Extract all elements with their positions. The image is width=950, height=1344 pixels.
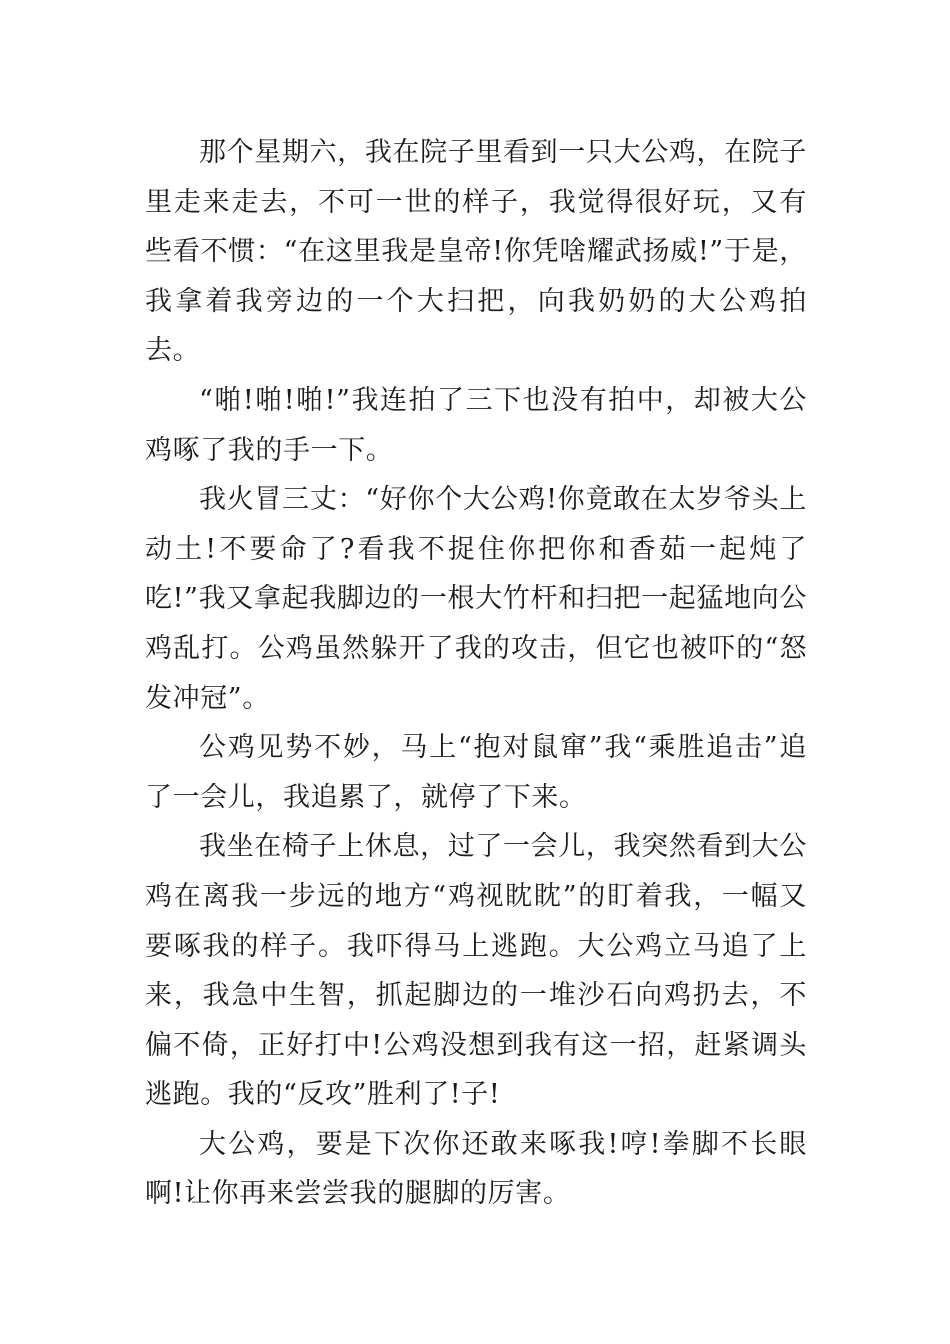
- paragraph-5: 我坐在椅子上休息，过了一会儿，我突然看到大公鸡在离我一步远的地方“鸡视眈眈”的盯着我，一幅又要啄我的样子。我吓得马上逃跑。大公鸡立马追了上来，我急中生智，抓起脚边的一堆沙石向鸡扔去，不偏不倚，正好打中!公鸡没想到我有这一招，赶紧调头逃跑。我的“反攻”胜利了!子!: [145, 831, 807, 1111]
- paragraph-1: 那个星期六，我在院子里看到一只大公鸡，在院子里走来走去，不可一世的样子，我觉得很好玩，又有些看不惯：“在这里我是皇帝!你凭啥耀武扬威!”于是，我拿着我旁边的一个大扫把，向我奶奶的大公鸡拍去。: [145, 137, 807, 367]
- paragraph-6: 大公鸡，要是下次你还敢来啄我!哼!拳脚不长眼啊!让你再来尝尝我的腿脚的厉害。: [145, 1128, 807, 1210]
- paragraph-4: 公鸡见势不妙，马上“抱对鼠窜”我“乘胜追击”追了一会儿，我追累了，就停了下来。: [145, 732, 807, 813]
- paragraph-2: “啪!啪!啪!”我连拍了三下也没有拍中，却被大公鸡啄了我的手一下。: [145, 384, 807, 466]
- paragraph-3: 我火冒三丈：“好你个大公鸡!你竟敢在太岁爷头上动土!不要命了?看我不捉住你把你和香茹一起炖了吃!”我又拿起我脚边的一根大竹杆和扫把一起猛地向公鸡乱打。公鸡虽然躲开了我的攻击，但它也被吓的“怒发冲冠”。: [145, 484, 807, 714]
- document-body: [145, 128, 807, 1219]
